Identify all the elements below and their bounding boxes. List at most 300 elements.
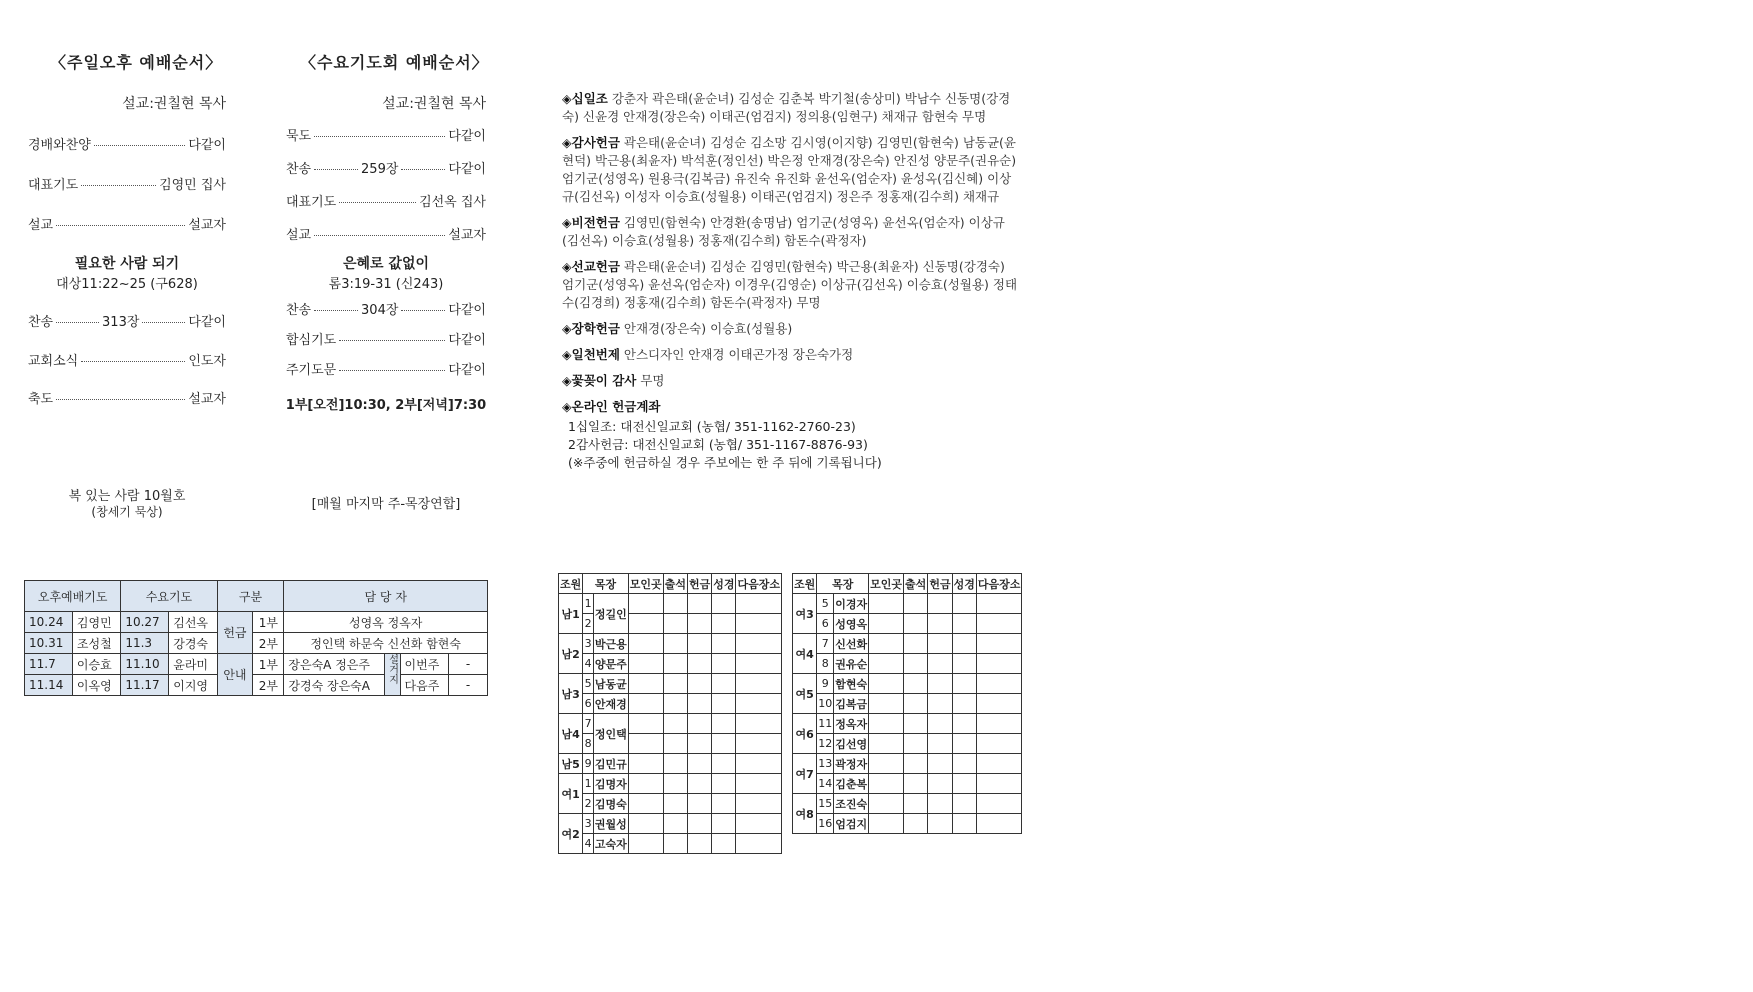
entry-cell[interactable] xyxy=(928,654,952,674)
entry-cell[interactable] xyxy=(928,694,952,714)
entry-cell[interactable] xyxy=(663,734,687,754)
entry-cell[interactable] xyxy=(712,594,736,614)
name-cell: 이승효 xyxy=(72,654,120,675)
entry-cell[interactable] xyxy=(869,614,904,634)
group-cell: 남3 xyxy=(559,674,583,714)
item-label: 설교 xyxy=(28,218,54,233)
entry-cell[interactable] xyxy=(628,814,663,834)
entry-cell[interactable] xyxy=(663,654,687,674)
offering-head: ◈온라인 헌금계좌 xyxy=(562,399,661,414)
wednesday-item xyxy=(286,359,486,378)
sunday-item xyxy=(28,174,226,193)
offering-head: ◈감사헌금 xyxy=(562,135,620,150)
number-cell: 1 xyxy=(583,774,594,794)
table-row xyxy=(559,674,782,694)
name-cell: 강경숙 xyxy=(169,633,217,654)
entry-cell[interactable] xyxy=(712,694,736,714)
entry-cell[interactable] xyxy=(904,594,928,614)
member-name-cell: 권월성 xyxy=(593,814,628,834)
group-cell: 여6 xyxy=(793,714,817,754)
entry-cell[interactable] xyxy=(663,774,687,794)
col-header: 오후예배기도 xyxy=(25,581,121,612)
entry-cell[interactable] xyxy=(952,814,976,834)
offering-vision xyxy=(562,214,1020,250)
entry-cell[interactable] xyxy=(736,734,782,754)
offering-thanks xyxy=(562,134,1020,206)
item-value: 다같이 xyxy=(448,363,486,378)
col-header: 모인곳 xyxy=(869,574,904,594)
account-note: (※주중에 헌금하실 경우 주보에는 한 주 뒤에 기록됩니다) xyxy=(568,455,882,470)
sunday-title: 〈주일오후 예배순서〉 xyxy=(50,53,223,72)
date-cell: 11.14 xyxy=(25,675,73,696)
entry-cell[interactable] xyxy=(928,614,952,634)
entry-cell[interactable] xyxy=(976,774,1022,794)
entry-cell[interactable] xyxy=(869,654,904,674)
entry-cell[interactable] xyxy=(928,794,952,814)
entry-cell[interactable] xyxy=(952,634,976,654)
entry-cell[interactable] xyxy=(869,814,904,834)
entry-cell[interactable] xyxy=(976,794,1022,814)
wednesday-sermon-title: 은혜로 값없이 xyxy=(342,256,430,272)
entry-cell[interactable] xyxy=(687,674,711,694)
item-label: 찬송 xyxy=(286,162,312,177)
date-cell: 11.3 xyxy=(121,633,169,654)
offering-head: ◈일천번제 xyxy=(562,347,620,362)
entry-cell[interactable] xyxy=(952,674,976,694)
table-header-row xyxy=(793,574,1022,594)
entry-cell[interactable] xyxy=(712,734,736,754)
entry-cell[interactable] xyxy=(976,694,1022,714)
entry-cell[interactable] xyxy=(663,794,687,814)
entry-cell[interactable] xyxy=(687,694,711,714)
dish-value-cell: - xyxy=(449,654,488,675)
table-row xyxy=(793,774,1022,794)
offering-names: 안재경(장은숙) 이승효(성월용) xyxy=(623,321,793,336)
entry-cell[interactable] xyxy=(687,814,711,834)
table-row xyxy=(559,594,782,614)
attendance-table-right xyxy=(792,573,1022,834)
entry-cell[interactable] xyxy=(663,814,687,834)
table-row xyxy=(25,633,488,654)
offering-flower xyxy=(562,372,1020,390)
offering-names: 김영민(함현숙) 안경환(송명남) 엄기군(성영옥) 윤선옥(엄순자) 이상규(김선옥) 이승효(성월용) 정홍재(김수희) 함돈수(곽정자) xyxy=(562,215,1005,248)
entry-cell[interactable] xyxy=(976,674,1022,694)
entry-cell[interactable] xyxy=(904,734,928,754)
entry-cell[interactable] xyxy=(712,674,736,694)
table-row xyxy=(793,754,1022,774)
entry-cell[interactable] xyxy=(712,654,736,674)
entry-cell[interactable] xyxy=(952,714,976,734)
dish-week-cell: 이번주 xyxy=(400,654,448,675)
entry-cell[interactable] xyxy=(628,834,663,854)
wednesday-title: 〈수요기도회 예배순서〉 xyxy=(300,53,489,72)
item-mid: 304장 xyxy=(361,303,399,318)
table-row xyxy=(793,594,1022,614)
entry-cell[interactable] xyxy=(869,714,904,734)
item-value: 설교자 xyxy=(188,392,226,407)
entry-cell[interactable] xyxy=(904,714,928,734)
wednesday-item xyxy=(286,299,486,318)
entry-cell[interactable] xyxy=(663,594,687,614)
entry-cell[interactable] xyxy=(628,754,663,774)
col-header: 조원 xyxy=(559,574,583,594)
offering-mission xyxy=(562,258,1020,312)
table-row xyxy=(793,794,1022,814)
entry-cell[interactable] xyxy=(904,614,928,634)
entry-cell[interactable] xyxy=(736,634,782,654)
item-label: 대표기도 xyxy=(286,195,337,210)
entry-cell[interactable] xyxy=(976,614,1022,634)
member-name-cell: 양문주 xyxy=(593,654,628,674)
item-label: 축도 xyxy=(28,392,54,407)
sunday-item xyxy=(28,311,226,330)
number-cell: 10 xyxy=(817,694,834,714)
number-cell: 12 xyxy=(817,734,834,754)
sunday-item xyxy=(28,350,226,369)
entry-cell[interactable] xyxy=(663,634,687,654)
group-cell: 여2 xyxy=(559,814,583,854)
offering-names: 안스디자인 안재경 이태곤가정 장은숙가정 xyxy=(623,347,854,362)
entry-cell[interactable] xyxy=(736,774,782,794)
entry-cell[interactable] xyxy=(952,774,976,794)
entry-cell[interactable] xyxy=(976,594,1022,614)
sunday-preacher: 설교:권칠현 목사 xyxy=(122,96,226,112)
number-cell: 16 xyxy=(817,814,834,834)
entry-cell[interactable] xyxy=(976,634,1022,654)
entry-cell[interactable] xyxy=(869,754,904,774)
item-value: 다같이 xyxy=(188,138,226,153)
entry-cell[interactable] xyxy=(952,614,976,634)
table-header-row xyxy=(559,574,782,594)
entry-cell[interactable] xyxy=(904,654,928,674)
group-cell: 남2 xyxy=(559,634,583,674)
entry-cell[interactable] xyxy=(687,754,711,774)
entry-cell[interactable] xyxy=(663,614,687,634)
date-cell: 11.10 xyxy=(121,654,169,675)
monthly-note: [매월 마지막 주-목장연합] xyxy=(311,497,461,512)
member-name-cell: 김선영 xyxy=(834,734,869,754)
item-value: 다같이 xyxy=(448,303,486,318)
entry-cell[interactable] xyxy=(736,594,782,614)
account-tithe: 1십일조: 대전신일교회 (농협/ 351-1162-2760-23) xyxy=(568,419,856,434)
account-thanks: 2감사헌금: 대전신일교회 (농협/ 351-1167-8876-93) xyxy=(568,437,868,452)
member-name-cell: 함현숙 xyxy=(834,674,869,694)
entry-cell[interactable] xyxy=(663,714,687,734)
number-cell: 2 xyxy=(583,614,594,634)
item-value: 김선옥 집사 xyxy=(419,195,486,210)
number-cell: 8 xyxy=(817,654,834,674)
entry-cell[interactable] xyxy=(952,734,976,754)
sunday-item xyxy=(28,134,226,153)
group-cell: 여8 xyxy=(793,794,817,834)
entry-cell[interactable] xyxy=(928,734,952,754)
entry-cell[interactable] xyxy=(736,814,782,834)
group-cell: 여5 xyxy=(793,674,817,714)
col-header: 구분 xyxy=(217,581,284,612)
entry-cell[interactable] xyxy=(928,754,952,774)
dish-week-cell: 다음주 xyxy=(400,675,448,696)
entry-cell[interactable] xyxy=(952,694,976,714)
col-header: 목장 xyxy=(817,574,869,594)
entry-cell[interactable] xyxy=(687,634,711,654)
entry-cell[interactable] xyxy=(976,734,1022,754)
entry-cell[interactable] xyxy=(736,694,782,714)
assignee-cell: 성영옥 정옥자 xyxy=(284,612,488,633)
entry-cell[interactable] xyxy=(687,654,711,674)
entry-cell[interactable] xyxy=(628,674,663,694)
entry-cell[interactable] xyxy=(628,734,663,754)
entry-cell[interactable] xyxy=(712,794,736,814)
wednesday-preacher: 설교:권칠현 목사 xyxy=(382,96,486,112)
col-header: 성경 xyxy=(712,574,736,594)
offering-names: 곽은태(윤순녀) 김성순 김영민(함현숙) 박근용(최윤자) 신동명(강경숙) 엄기군(성영옥) 윤선옥(엄순자) 이경우(김영순) 이상규(김선옥) 이승효(성월용) 정태수(김경희) 정홍재(김수희) 함돈수(곽정자) 무명 xyxy=(562,259,1018,310)
member-name-cell: 정옥자 xyxy=(834,714,869,734)
table-row xyxy=(559,614,782,634)
col-header: 다음장소 xyxy=(736,574,782,594)
table-row xyxy=(793,734,1022,754)
entry-cell[interactable] xyxy=(869,794,904,814)
offering-scholarship xyxy=(562,320,1020,338)
entry-cell[interactable] xyxy=(952,654,976,674)
offering-head: ◈십일조 xyxy=(562,91,608,106)
entry-cell[interactable] xyxy=(869,594,904,614)
table-row xyxy=(25,675,488,696)
entry-cell[interactable] xyxy=(663,674,687,694)
number-cell: 6 xyxy=(583,694,594,714)
entry-cell[interactable] xyxy=(736,794,782,814)
wednesday-item xyxy=(286,329,486,348)
service-times: 1부[오전]10:30, 2부[저녁]7:30 xyxy=(285,398,487,413)
item-label: 경배와찬양 xyxy=(28,138,91,153)
entry-cell[interactable] xyxy=(628,654,663,674)
number-cell: 11 xyxy=(817,714,834,734)
offering-names: 무명 xyxy=(640,373,665,388)
part-cell: 2부 xyxy=(253,633,284,654)
wednesday-item xyxy=(286,158,486,177)
entry-cell[interactable] xyxy=(712,834,736,854)
table-row xyxy=(25,612,488,633)
entry-cell[interactable] xyxy=(904,794,928,814)
wednesday-item xyxy=(286,125,486,144)
group-cell: 여4 xyxy=(793,634,817,674)
table-row xyxy=(793,674,1022,694)
name-cell: 김영민 xyxy=(72,612,120,633)
entry-cell[interactable] xyxy=(928,674,952,694)
entry-cell[interactable] xyxy=(736,674,782,694)
sunday-item xyxy=(28,388,226,407)
sunday-sermon-ref: 대상11:22~25 (구628) xyxy=(56,277,198,292)
offering-head: ◈선교헌금 xyxy=(562,259,620,274)
entry-cell[interactable] xyxy=(904,754,928,774)
table-row xyxy=(559,774,782,794)
entry-cell[interactable] xyxy=(712,774,736,794)
entry-cell[interactable] xyxy=(687,594,711,614)
offering-thousand xyxy=(562,346,1020,364)
col-header: 조원 xyxy=(793,574,817,594)
wednesday-item xyxy=(286,224,486,243)
number-cell: 8 xyxy=(583,734,594,754)
entry-cell[interactable] xyxy=(736,834,782,854)
item-label: 찬송 xyxy=(286,303,312,318)
entry-cell[interactable] xyxy=(952,594,976,614)
entry-cell[interactable] xyxy=(928,774,952,794)
table-row xyxy=(793,714,1022,734)
member-name-cell: 남동균 xyxy=(593,674,628,694)
name-cell: 조성철 xyxy=(72,633,120,654)
entry-cell[interactable] xyxy=(869,734,904,754)
member-name-cell: 신선화 xyxy=(834,634,869,654)
attendance-table-left xyxy=(558,573,782,854)
entry-cell[interactable] xyxy=(952,794,976,814)
item-value: 김영민 집사 xyxy=(159,178,226,193)
group-cell: 여3 xyxy=(793,594,817,634)
item-value: 설교자 xyxy=(448,228,486,243)
entry-cell[interactable] xyxy=(928,594,952,614)
entry-cell[interactable] xyxy=(928,814,952,834)
entry-cell[interactable] xyxy=(687,794,711,814)
member-name-cell: 고숙자 xyxy=(593,834,628,854)
number-cell: 9 xyxy=(817,674,834,694)
col-header: 담 당 자 xyxy=(284,581,488,612)
table-row xyxy=(559,834,782,854)
number-cell: 9 xyxy=(583,754,594,774)
entry-cell[interactable] xyxy=(712,814,736,834)
date-cell: 10.27 xyxy=(121,612,169,633)
item-value: 다같이 xyxy=(448,333,486,348)
offering-head: ◈꽃꽂이 감사 xyxy=(562,373,637,388)
offering-names: 강춘자 곽은태(윤순녀) 김성순 김춘복 박기철(송상미) 박남수 신동명(강경숙) 신윤경 안재경(장은숙) 이태곤(엄검지) 정의용(임현구) 채재규 함현숙 무명 xyxy=(562,91,1011,124)
col-header: 목장 xyxy=(583,574,629,594)
part-cell: 2부 xyxy=(253,675,284,696)
entry-cell[interactable] xyxy=(952,754,976,774)
entry-cell[interactable] xyxy=(628,594,663,614)
table-row xyxy=(793,694,1022,714)
entry-cell[interactable] xyxy=(712,634,736,654)
name-cell: 윤라미 xyxy=(169,654,217,675)
col-header: 모인곳 xyxy=(628,574,663,594)
assignee-cell: 정인택 하문숙 신선화 함현숙 xyxy=(284,633,488,654)
entry-cell[interactable] xyxy=(628,614,663,634)
entry-cell[interactable] xyxy=(687,614,711,634)
entry-cell[interactable] xyxy=(736,754,782,774)
number-cell: 3 xyxy=(583,814,594,834)
entry-cell[interactable] xyxy=(687,834,711,854)
entry-cell[interactable] xyxy=(869,674,904,694)
entry-cell[interactable] xyxy=(976,714,1022,734)
entry-cell[interactable] xyxy=(904,674,928,694)
entry-cell[interactable] xyxy=(628,794,663,814)
offering-tithe xyxy=(562,90,1020,126)
entry-cell[interactable] xyxy=(712,754,736,774)
entry-cell[interactable] xyxy=(687,714,711,734)
entry-cell[interactable] xyxy=(904,774,928,794)
entry-cell[interactable] xyxy=(736,714,782,734)
bless-title: 복 있는 사람 10월호 xyxy=(68,489,186,504)
entry-cell[interactable] xyxy=(928,714,952,734)
table-row xyxy=(793,654,1022,674)
member-name-cell: 성영옥 xyxy=(834,614,869,634)
group-cell: 남5 xyxy=(559,754,583,774)
col-header: 헌금 xyxy=(687,574,711,594)
date-cell: 10.24 xyxy=(25,612,73,633)
item-value: 설교자 xyxy=(188,218,226,233)
offering-head: ◈비전헌금 xyxy=(562,215,620,230)
entry-cell[interactable] xyxy=(712,614,736,634)
entry-cell[interactable] xyxy=(663,694,687,714)
entry-cell[interactable] xyxy=(628,714,663,734)
number-cell: 2 xyxy=(583,794,594,814)
entry-cell[interactable] xyxy=(687,774,711,794)
date-cell: 10.31 xyxy=(25,633,73,654)
table-row xyxy=(559,654,782,674)
dish-label-cell: 설거지 xyxy=(384,654,400,696)
number-cell: 4 xyxy=(583,654,594,674)
assignee-cell: 장은숙A 정은주 xyxy=(284,654,384,675)
col-header: 헌금 xyxy=(928,574,952,594)
category-cell: 헌금 xyxy=(217,612,253,654)
entry-cell[interactable] xyxy=(663,834,687,854)
entry-cell[interactable] xyxy=(904,694,928,714)
name-cell: 이옥영 xyxy=(72,675,120,696)
item-mid: 313장 xyxy=(102,315,140,330)
entry-cell[interactable] xyxy=(687,734,711,754)
table-row xyxy=(793,614,1022,634)
entry-cell[interactable] xyxy=(928,634,952,654)
bless-subtitle: (창세기 묵상) xyxy=(91,505,163,519)
member-name-cell: 곽정자 xyxy=(834,754,869,774)
name-cell: 김선옥 xyxy=(169,612,217,633)
assignee-cell: 강경숙 장은숙A xyxy=(284,675,384,696)
member-name-cell: 조진숙 xyxy=(834,794,869,814)
entry-cell[interactable] xyxy=(628,774,663,794)
date-cell: 11.17 xyxy=(121,675,169,696)
entry-cell[interactable] xyxy=(869,634,904,654)
item-value: 다같이 xyxy=(448,162,486,177)
member-name-cell: 김명숙 xyxy=(593,794,628,814)
part-cell: 1부 xyxy=(253,654,284,675)
entry-cell[interactable] xyxy=(904,814,928,834)
item-value: 다같이 xyxy=(448,129,486,144)
member-name-cell: 김민규 xyxy=(593,754,628,774)
sunday-item xyxy=(28,214,226,233)
entry-cell[interactable] xyxy=(976,654,1022,674)
member-name-cell: 김춘복 xyxy=(834,774,869,794)
dish-value-cell: - xyxy=(449,675,488,696)
name-cell: 이지영 xyxy=(169,675,217,696)
entry-cell[interactable] xyxy=(628,634,663,654)
entry-cell[interactable] xyxy=(712,714,736,734)
entry-cell[interactable] xyxy=(904,634,928,654)
entry-cell[interactable] xyxy=(628,694,663,714)
entry-cell[interactable] xyxy=(869,774,904,794)
entry-cell[interactable] xyxy=(869,694,904,714)
table-row xyxy=(793,634,1022,654)
offering-online xyxy=(562,398,1020,416)
item-mid: 259장 xyxy=(361,162,399,177)
table-row xyxy=(559,714,782,734)
entry-cell[interactable] xyxy=(976,754,1022,774)
group-cell: 여1 xyxy=(559,774,583,814)
entry-cell[interactable] xyxy=(736,654,782,674)
entry-cell[interactable] xyxy=(736,614,782,634)
entry-cell[interactable] xyxy=(976,814,1022,834)
number-cell: 4 xyxy=(583,834,594,854)
table-header-row xyxy=(25,581,488,612)
duty-table xyxy=(24,580,488,696)
number-cell: 7 xyxy=(583,714,594,734)
entry-cell[interactable] xyxy=(663,754,687,774)
number-cell: 1 xyxy=(583,594,594,614)
